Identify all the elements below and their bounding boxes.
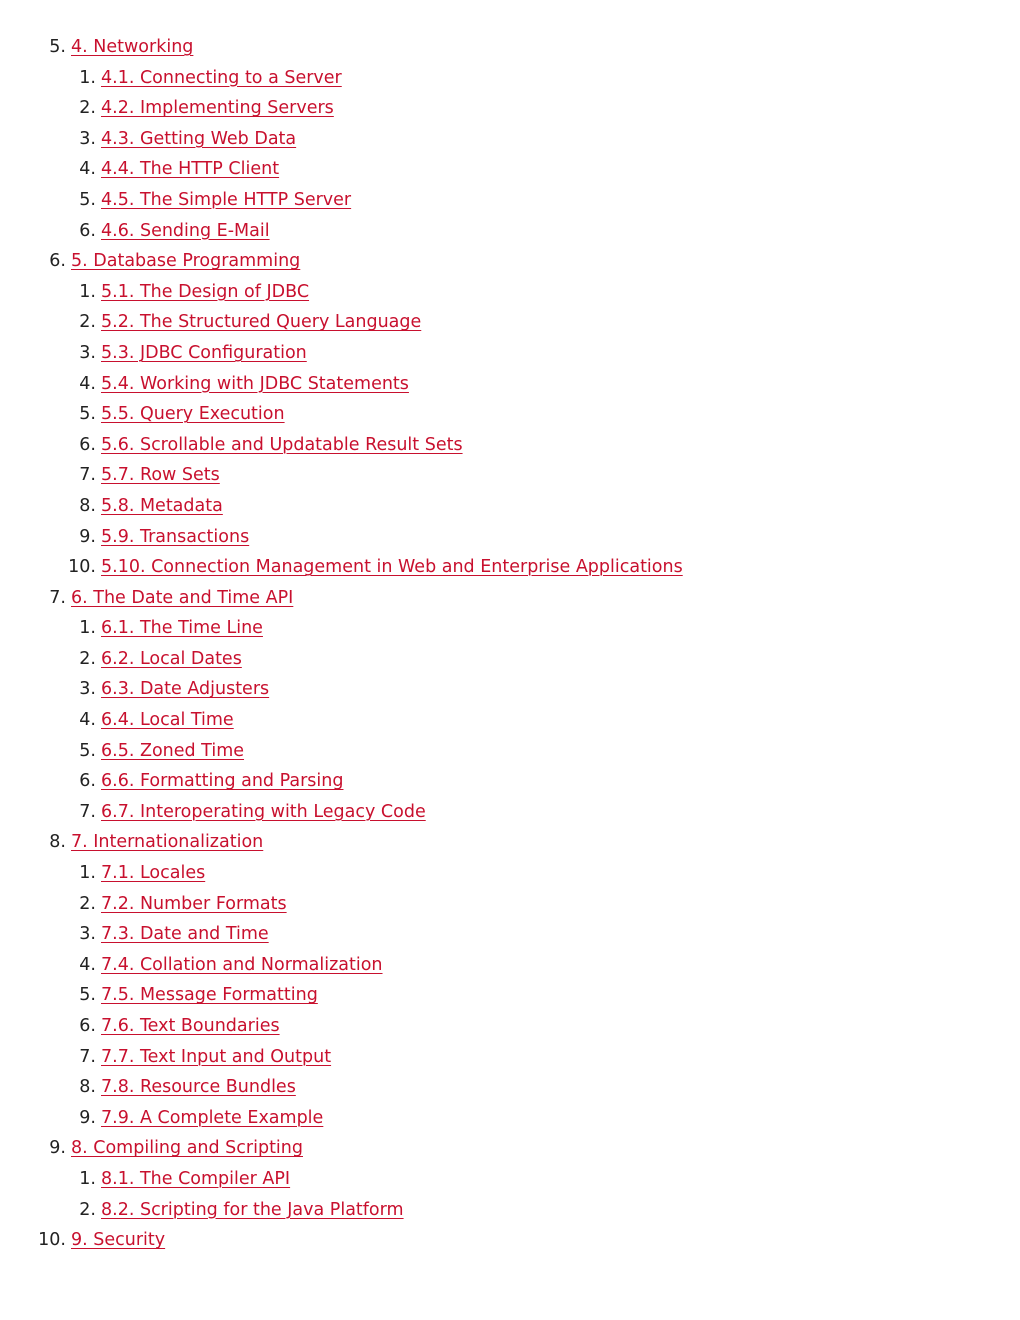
list-number: 4.: [79, 954, 96, 975]
toc-section: [0, 430, 1020, 461]
list-number: 8.: [79, 495, 96, 516]
toc-link[interactable]: 4. Networking: [71, 37, 194, 57]
toc-section: [0, 1042, 1020, 1073]
toc-section: [0, 889, 1020, 920]
toc-link[interactable]: 8. Compiling and Scripting: [71, 1138, 303, 1159]
toc-section: [0, 919, 1020, 950]
toc-link[interactable]: 4.3. Getting Web Data: [101, 128, 297, 149]
toc-link[interactable]: 6.4. Local Time: [101, 710, 234, 731]
toc-chapter: [0, 32, 1020, 63]
list-number: 9.: [79, 1107, 96, 1128]
toc-section: [0, 644, 1020, 675]
toc-section: [0, 552, 1020, 583]
list-number: 2.: [79, 312, 96, 333]
toc-link[interactable]: 6.1. The Time Line: [101, 618, 263, 639]
list-number: 7.: [79, 801, 96, 822]
toc-link[interactable]: 6.2. Local Dates: [101, 648, 242, 669]
toc-link[interactable]: 6.7. Interoperating with Legacy Code: [101, 801, 426, 822]
toc-section: [0, 63, 1020, 94]
toc-section: [0, 491, 1020, 522]
toc-link[interactable]: 6. The Date and Time API: [71, 587, 294, 608]
toc-link[interactable]: 6.5. Zoned Time: [101, 740, 245, 761]
toc-section: [0, 1103, 1020, 1134]
toc-link[interactable]: 5.8. Metadata: [101, 495, 223, 516]
toc-section: [0, 369, 1020, 400]
toc-link[interactable]: 5.5. Query Execution: [101, 404, 285, 425]
toc-link[interactable]: 5.10. Connection Management in Web and Enterprise Applications: [101, 557, 683, 578]
toc-section: [0, 1011, 1020, 1042]
list-number: 5.: [79, 404, 96, 425]
toc-link[interactable]: 4.5. The Simple HTTP Server: [101, 189, 352, 210]
toc-chapter: [0, 1225, 1020, 1256]
toc-link[interactable]: 7.6. Text Boundaries: [101, 1016, 280, 1036]
list-number: 5.: [49, 37, 66, 57]
toc-link[interactable]: 7.7. Text Input and Output: [101, 1046, 332, 1067]
list-number: 3.: [79, 128, 96, 149]
toc-link[interactable]: 4.2. Implementing Servers: [101, 98, 334, 119]
list-number: 7.: [49, 587, 66, 608]
toc-section: [0, 950, 1020, 981]
toc-link[interactable]: 5.4. Working with JDBC Statements: [101, 373, 409, 394]
toc-link[interactable]: 4.6. Sending E-Mail: [101, 220, 270, 241]
toc-chapter: [0, 246, 1020, 277]
toc-section: [0, 1195, 1020, 1226]
toc-chapter: [0, 583, 1020, 614]
toc-link[interactable]: 7. Internationalization: [71, 832, 264, 853]
list-number: 6.: [79, 771, 96, 792]
toc-link[interactable]: 5.2. The Structured Query Language: [101, 312, 422, 333]
toc-section: [0, 154, 1020, 185]
toc-section: [0, 307, 1020, 338]
table-of-contents: [0, 32, 1020, 1256]
toc-section: [0, 399, 1020, 430]
list-number: 9.: [79, 526, 96, 547]
toc-section: [0, 93, 1020, 124]
list-number: 1.: [79, 618, 96, 639]
toc-section: [0, 460, 1020, 491]
toc-section: [0, 858, 1020, 889]
list-number: 6.: [79, 434, 96, 455]
toc-link[interactable]: 5.6. Scrollable and Updatable Result Sets: [101, 434, 463, 455]
list-number: 1.: [79, 67, 96, 88]
list-number: 1.: [79, 281, 96, 302]
toc-link[interactable]: 7.1. Locales: [101, 863, 206, 884]
toc-section: [0, 797, 1020, 828]
toc-link[interactable]: 8.2. Scripting for the Java Platform: [101, 1199, 404, 1220]
toc-chapter: [0, 827, 1020, 858]
toc-link[interactable]: 7.3. Date and Time: [101, 924, 269, 945]
list-number: 7.: [79, 1046, 96, 1067]
toc-link[interactable]: 8.1. The Compiler API: [101, 1168, 291, 1189]
toc-link[interactable]: 4.1. Connecting to a Server: [101, 67, 342, 88]
list-number: 6.: [49, 251, 66, 272]
list-number: 8.: [79, 1077, 96, 1098]
toc-section: [0, 277, 1020, 308]
toc-section: [0, 216, 1020, 247]
toc-section: [0, 736, 1020, 767]
list-number: 1.: [79, 863, 96, 884]
toc-link[interactable]: 5.1. The Design of JDBC: [101, 281, 310, 302]
toc-section: [0, 613, 1020, 644]
toc-section: [0, 1164, 1020, 1195]
toc-section: [0, 124, 1020, 155]
list-number: 8.: [49, 832, 66, 853]
list-number: 4.: [79, 710, 96, 731]
list-number: 5.: [79, 985, 96, 1006]
toc-link[interactable]: 9. Security: [71, 1230, 166, 1251]
list-number: 10.: [68, 557, 96, 578]
list-number: 2.: [79, 98, 96, 119]
toc-section: [0, 338, 1020, 369]
toc-section: [0, 522, 1020, 553]
toc-section: [0, 766, 1020, 797]
toc-section: [0, 185, 1020, 216]
list-number: 2.: [79, 648, 96, 669]
toc-section: [0, 705, 1020, 736]
list-number: 5.: [79, 740, 96, 761]
list-number: 9.: [49, 1138, 66, 1159]
toc-link[interactable]: 7.5. Message Formatting: [101, 985, 318, 1006]
toc-link[interactable]: 5.3. JDBC Configuration: [101, 342, 307, 363]
toc-link[interactable]: 4.4. The HTTP Client: [101, 159, 280, 180]
list-number: 4.: [79, 373, 96, 394]
toc-chapter: [0, 1133, 1020, 1164]
list-number: 7.: [79, 465, 96, 486]
toc-link[interactable]: 5. Database Programming: [71, 251, 301, 272]
toc-link[interactable]: 5.7. Row Sets: [101, 465, 220, 486]
toc-link[interactable]: 6.6. Formatting and Parsing: [101, 771, 344, 792]
list-number: 1.: [79, 1168, 96, 1189]
toc-section: [0, 1072, 1020, 1103]
list-number: 3.: [79, 679, 96, 700]
list-number: 2.: [79, 893, 96, 914]
toc-link[interactable]: 5.9. Transactions: [101, 526, 250, 547]
toc-link[interactable]: 7.9. A Complete Example: [101, 1107, 324, 1128]
list-number: 2.: [79, 1199, 96, 1220]
list-number: 3.: [79, 924, 96, 945]
toc-section: [0, 674, 1020, 705]
toc-link[interactable]: 7.8. Resource Bundles: [101, 1077, 296, 1098]
toc-section: [0, 980, 1020, 1011]
list-number: 5.: [79, 189, 96, 210]
list-number: 6.: [79, 220, 96, 241]
toc-link[interactable]: 7.4. Collation and Normalization: [101, 954, 383, 975]
list-number: 4.: [79, 159, 96, 180]
list-number: 6.: [79, 1016, 96, 1036]
toc-link[interactable]: 7.2. Number Formats: [101, 893, 287, 914]
list-number: 3.: [79, 342, 96, 363]
toc-link[interactable]: 6.3. Date Adjusters: [101, 679, 270, 700]
list-number: 10.: [38, 1230, 66, 1251]
